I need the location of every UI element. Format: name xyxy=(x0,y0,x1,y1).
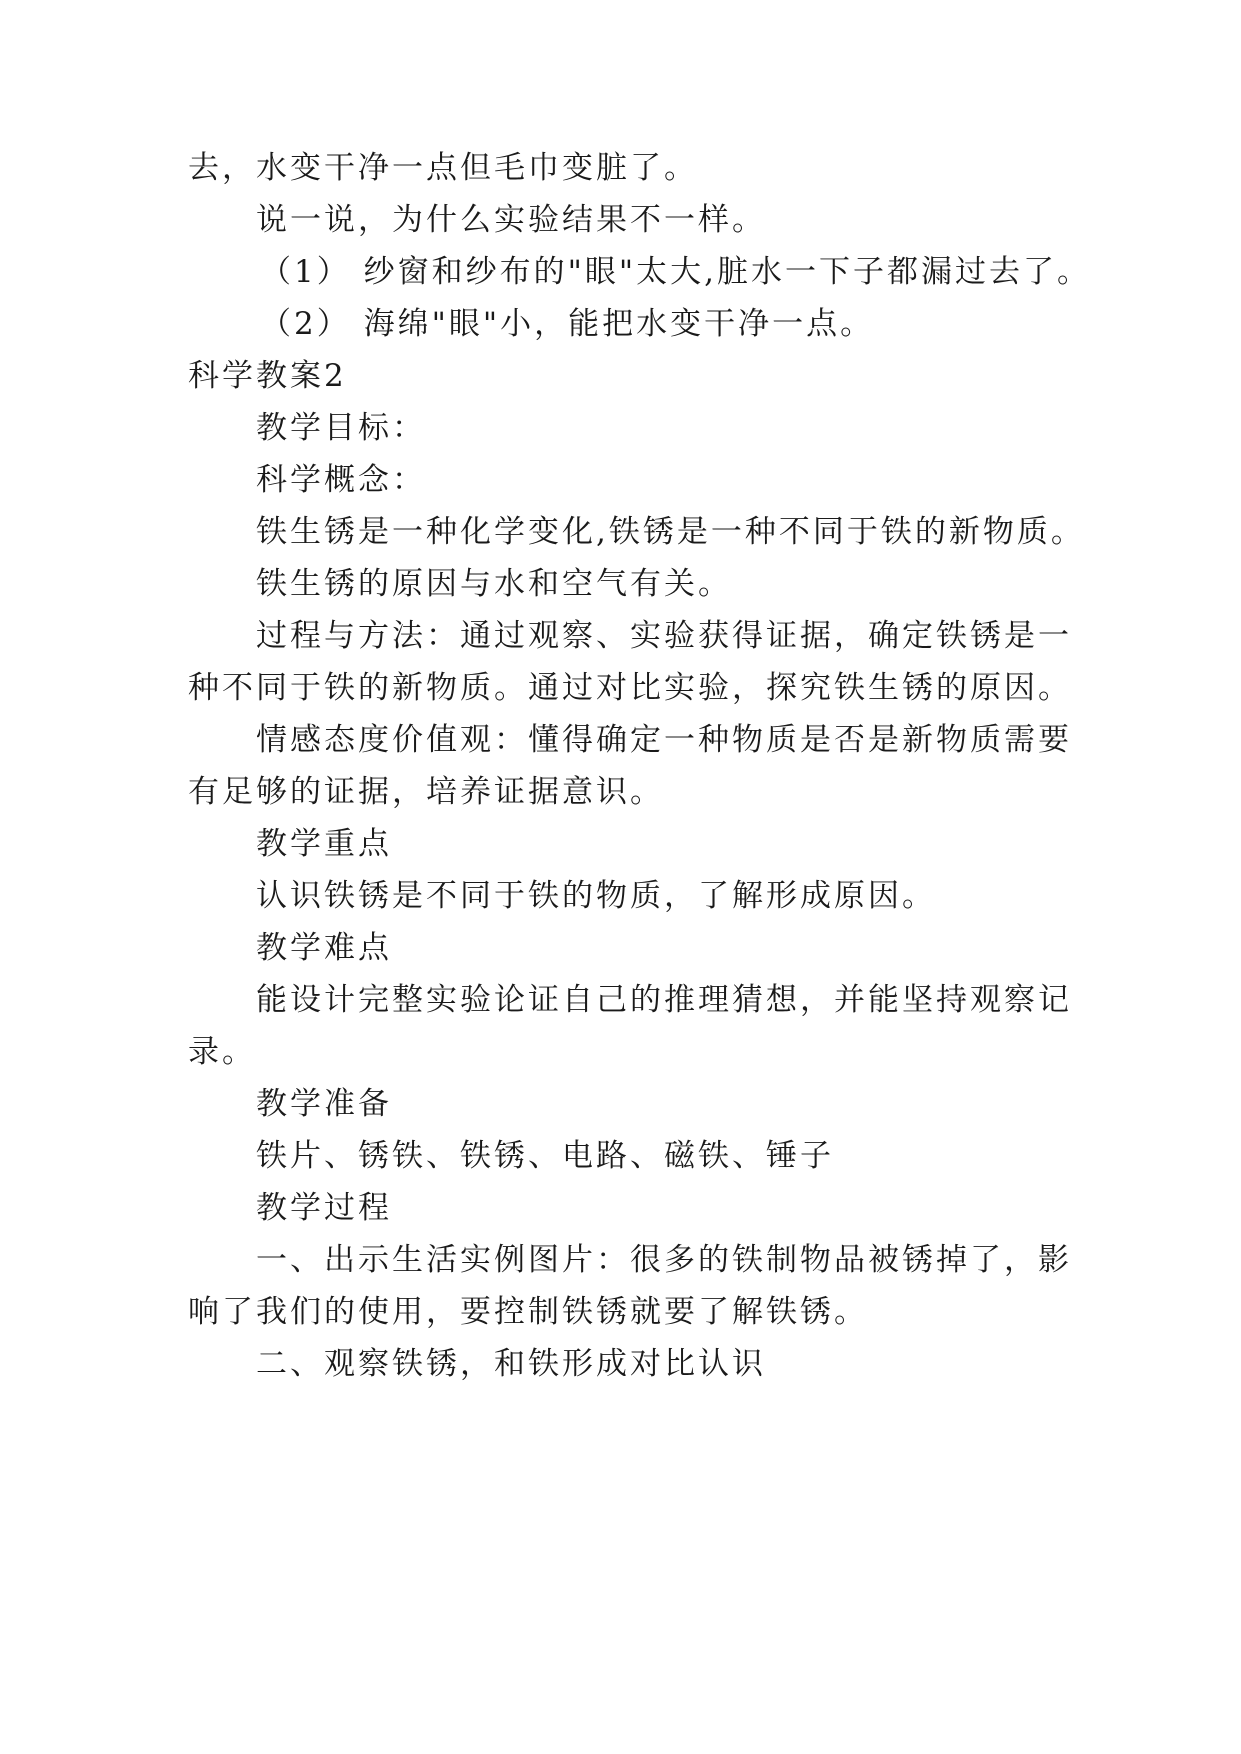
paragraph-line: 响了我们的使用，要控制铁锈就要了解铁锈。 xyxy=(188,1294,868,1330)
heading: 教学难点 xyxy=(256,930,392,966)
paragraph-line: 认识铁锈是不同于铁的物质，了解形成原因。 xyxy=(256,878,936,914)
paragraph-line: 有足够的证据，培养证据意识。 xyxy=(188,774,664,810)
paragraph-line: 铁生锈是一种化学变化,铁锈是一种不同于铁的新物质。 xyxy=(256,514,1085,550)
paragraph-line: 铁生锈的原因与水和空气有关。 xyxy=(256,566,732,602)
paragraph-line: 去，水变干净一点但毛巾变脏了。 xyxy=(188,150,698,186)
heading: 教学准备 xyxy=(256,1086,392,1122)
section-title: 科学教案2 xyxy=(188,358,347,394)
paragraph-line: 录。 xyxy=(188,1034,256,1070)
paragraph-line: 二、观察铁锈，和铁形成对比认识 xyxy=(256,1346,766,1382)
paragraph-line: 种不同于铁的新物质。通过对比实验，探究铁生锈的原因。 xyxy=(188,670,1072,706)
paragraph-line: 过程与方法：通过观察、实验获得证据，确定铁锈是一 xyxy=(256,618,1072,654)
paragraph-line: 情感态度价值观：懂得确定一种物质是否是新物质需要 xyxy=(256,722,1072,758)
heading: 教学重点 xyxy=(256,826,392,862)
paragraph-line: 一、出示生活实例图片：很多的铁制物品被锈掉了，影 xyxy=(256,1242,1072,1278)
heading: 教学目标： xyxy=(256,410,426,446)
paragraph-line: 铁片、锈铁、铁锈、电路、磁铁、锤子 xyxy=(256,1138,834,1174)
heading: 科学概念： xyxy=(256,462,426,498)
heading: 教学过程 xyxy=(256,1190,392,1226)
list-item: （2） 海绵"眼"小，能把水变干净一点。 xyxy=(260,306,875,342)
paragraph-line: 说一说，为什么实验结果不一样。 xyxy=(256,202,766,238)
paragraph-line: 能设计完整实验论证自己的推理猜想，并能坚持观察记 xyxy=(256,982,1072,1018)
list-item: （1） 纱窗和纱布的"眼"太大,脏水一下子都漏过去了。 xyxy=(260,254,1091,290)
